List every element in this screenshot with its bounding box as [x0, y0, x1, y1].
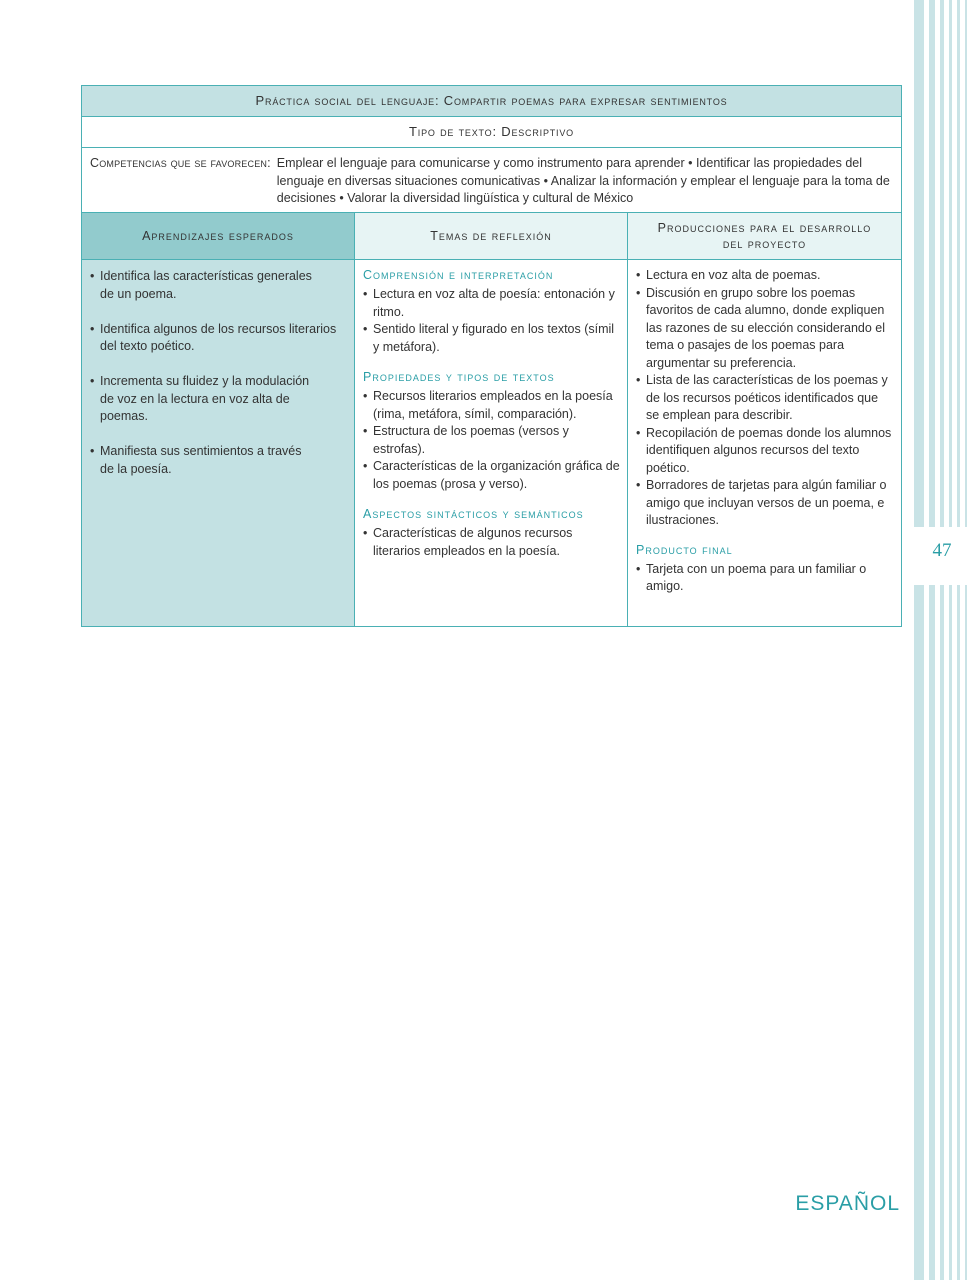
topic-item: • Características de algunos recursos literarios empleados en la poesía.: [363, 525, 620, 560]
learning-item: • Incrementa su fluidez y la modulación de voz en la lectura en voz alta de poemas.: [90, 373, 346, 426]
header-learning: Aprendizajes esperados: [82, 213, 355, 259]
production-item: • Discusión en grupo sobre los poemas favoritos de cada alumno, donde expliquen las razones de su elección considerando el tema o pasajes de los poemas para argumentar su preferencia.: [636, 285, 894, 373]
topic-section-title: Comprensión e interpretación: [363, 268, 554, 282]
production-item: • Recopilación de poemas donde los alumnos identifiquen algunos recursos del texto poético.: [636, 425, 894, 478]
header-topics: Temas de reflexión: [355, 213, 628, 259]
topic-section-title: Aspectos sintácticos y semánticos: [363, 507, 584, 521]
learning-column: [82, 260, 355, 626]
learning-item: • Manifiesta sus sentimientos a través de la poesía.: [90, 443, 346, 478]
topic-item: • Lectura en voz alta de poesía: entonación y ritmo.: [363, 286, 620, 321]
table-title: Práctica social del lenguaje: Compartir poemas para expresar sentimientos: [82, 86, 901, 117]
competencies-row: [82, 148, 901, 213]
competencies-text: Emplear el lenguaje para comunicarse y como instrumento para aprender • Identificar las propiedades del lenguaje en diversas situaciones comunicativas • Analizar la información y emplear el lenguaje para la toma de decisiones • Valorar la diversidad lingüística y cultural de México: [276, 156, 890, 205]
header-productions-text: Producciones para el desarrollo del proyecto: [657, 221, 872, 251]
topic-section: [363, 506, 620, 560]
topic-item: • Características de la organización gráfica de los poemas (prosa y verso).: [363, 458, 620, 493]
header-productions: [628, 213, 901, 259]
topic-item: • Estructura de los poemas (versos y estrofas).: [363, 423, 620, 458]
table-body: [82, 260, 901, 626]
production-item: • Lectura en voz alta de poemas.: [636, 267, 894, 285]
column-headers: [82, 213, 901, 260]
text-type: Tipo de texto: Descriptivo: [82, 117, 901, 148]
competencies-label: Competencias que se favorecen:: [90, 156, 271, 170]
topic-item: • Sentido literal y figurado en los textos (símil y metáfora).: [363, 321, 620, 356]
topics-column: [355, 260, 628, 626]
subject-label: ESPAÑOL: [795, 1192, 900, 1215]
final-product-title: Producto final: [636, 542, 733, 557]
learning-item: • Identifica las características generales de un poema.: [90, 268, 346, 303]
decorative-stripes: [912, 0, 972, 1280]
topic-section: [363, 369, 620, 493]
topic-section: [363, 267, 620, 356]
topic-item: • Recursos literarios empleados en la poesía (rima, metáfora, símil, comparación).: [363, 388, 620, 423]
learning-item: • Identifica algunos de los recursos literarios del texto poético.: [90, 321, 346, 356]
curriculum-table: [81, 85, 902, 627]
production-item: • Lista de las características de los poemas y de los recursos poéticos identificados que se emplean para describir.: [636, 372, 894, 425]
productions-column: [628, 260, 901, 626]
page-number: 47: [932, 540, 952, 561]
production-item: • Borradores de tarjetas para algún familiar o amigo que incluyan versos de un poema, e ilustraciones.: [636, 477, 894, 530]
topic-section-title: Propiedades y tipos de textos: [363, 370, 555, 384]
final-product-item: • Tarjeta con un poema para un familiar o amigo.: [636, 561, 894, 596]
